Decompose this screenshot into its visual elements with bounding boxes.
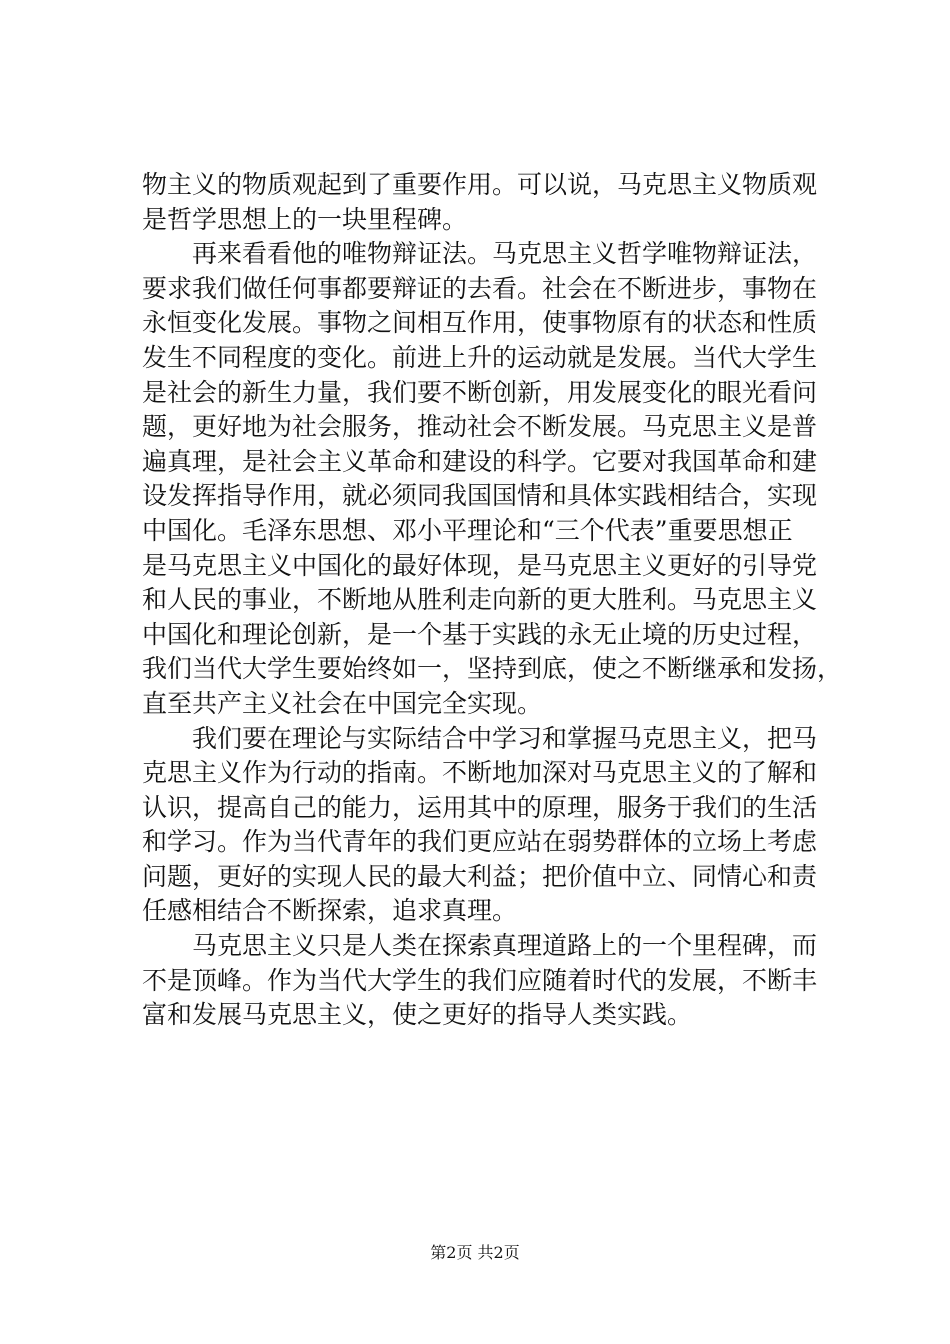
text-line: 任感相结合不断探索，追求真理。 bbox=[142, 896, 518, 926]
text-line: 物主义的物质观起到了重要作用。可以说，马克思主义物质观 bbox=[142, 170, 818, 199]
page-number-footer: 第2页 共2页 bbox=[430, 1243, 520, 1262]
paragraph-4 bbox=[142, 929, 834, 1033]
text-line: 遍真理，是社会主义革命和建设的科学。它要对我国革命和建 bbox=[142, 446, 818, 476]
text-line: 认识，提高自己的能力，运用其中的原理，服务于我们的生活 bbox=[142, 792, 818, 822]
text-line: 是马克思主义中国化的最好体现，是马克思主义更好的引导党 bbox=[142, 550, 818, 580]
text-line: 富和发展马克思主义，使之更好的指导人类实践。 bbox=[142, 1000, 693, 1030]
text-line: 中国化。毛泽东思想、邓小平理论和“三个代表”重要思想正 bbox=[142, 515, 793, 545]
paragraph-1 bbox=[142, 168, 834, 237]
text-line: 是社会的新生力量，我们要不断创新，用发展变化的眼光看问 bbox=[142, 377, 818, 407]
document-body bbox=[142, 168, 843, 1033]
text-line: 克思主义作为行动的指南。不断地加深对马克思主义的了解和 bbox=[142, 758, 818, 788]
text-line: 我们要在理论与实际结合中学习和掌握马克思主义，把马 bbox=[142, 723, 818, 753]
text-line: 再来看看他的唯物辩证法。马克思主义哲学唯物辩证法， bbox=[142, 239, 818, 269]
text-line: 马克思主义只是人类在探索真理道路上的一个里程碑，而 bbox=[142, 931, 818, 961]
text-line: 设发挥指导作用，就必须同我国国情和具体实践相结合，实现 bbox=[142, 481, 818, 511]
paragraph-3 bbox=[142, 722, 834, 930]
text-line: 不是顶峰。作为当代大学生的我们应随着时代的发展，不断丰 bbox=[142, 965, 818, 995]
text-line: 题，更好地为社会服务，推动社会不断发展。马克思主义是普 bbox=[142, 412, 818, 442]
text-line: 发生不同程度的变化。前进上升的运动就是发展。当代大学生 bbox=[142, 342, 818, 372]
paragraph-2 bbox=[142, 237, 843, 721]
text-line: 要求我们做任何事都要辩证的去看。社会在不断进步，事物在 bbox=[142, 273, 818, 303]
text-line: 问题，更好的实现人民的最大利益；把价值中立、同情心和责 bbox=[142, 861, 818, 891]
text-line: 我们当代大学生要始终如一，坚持到底，使之不断继承和发扬， bbox=[142, 654, 843, 684]
text-line: 和人民的事业，不断地从胜利走向新的更大胜利。马克思主义 bbox=[142, 585, 818, 615]
text-line: 是哲学思想上的一块里程碑。 bbox=[142, 204, 468, 234]
text-line: 中国化和理论创新，是一个基于实践的永无止境的历史过程， bbox=[142, 619, 818, 649]
text-line: 永恒变化发展。事物之间相互作用，使事物原有的状态和性质 bbox=[142, 308, 818, 338]
text-line: 直至共产主义社会在中国完全实现。 bbox=[142, 688, 543, 718]
text-line: 和学习。作为当代青年的我们更应站在弱势群体的立场上考虑 bbox=[142, 827, 818, 857]
